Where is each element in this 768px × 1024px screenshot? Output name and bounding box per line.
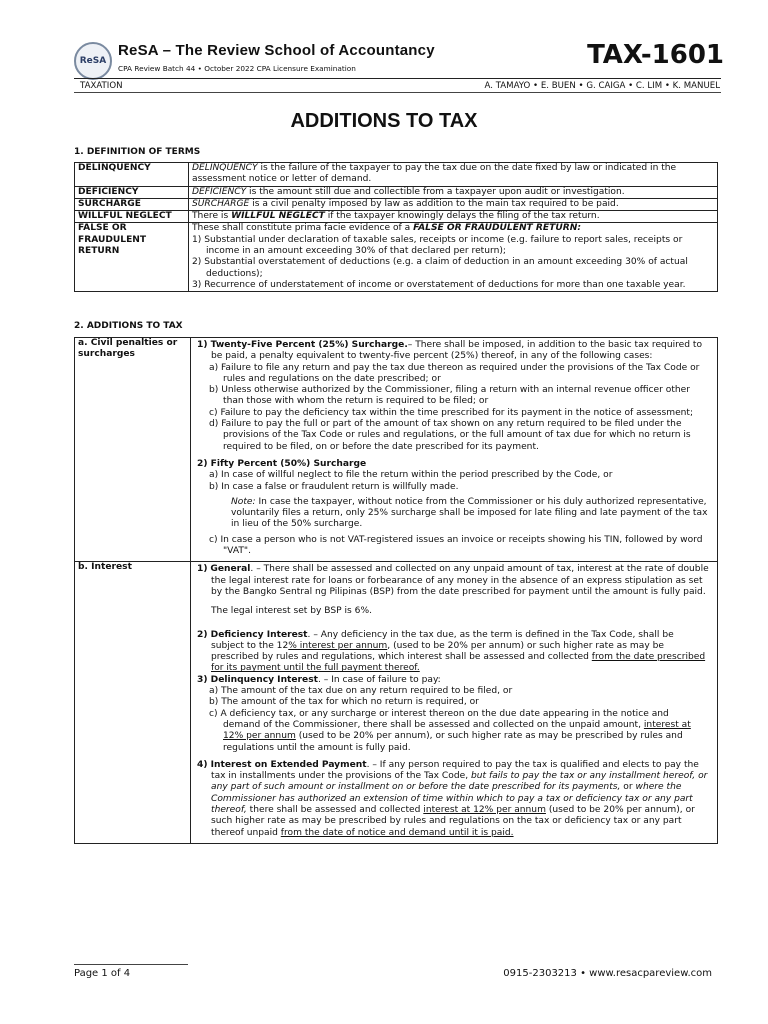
list-item: c) Failure to pay the deficiency tax within the time prescribed for its payment in the notice of assessment;	[209, 407, 694, 418]
definition-cell: There is WILLFUL NEGLECT if the taxpayer knowingly delays the filing of the tax return.	[189, 211, 718, 223]
content-cell: 1) Twenty-Five Percent (25%) Surcharge.– There shall be imposed, in addition to the basic tax required to be paid, a penalty equivalent to twenty-five percent (25%) thereof, in any of the following cases: a) Failure to file any return and pay the tax due thereon as required under the provisions of the Tax Code or rules and regulations on the date prescribed; or b) Unless otherwise authorized by the Commissioner, filing a return with an internal revenue officer other than those with whom the return is required to be filed; or c) Failure to pay the deficiency tax within the time prescribed for its payment in the notice of assessment; d) Failure to pay the full or part of the amount of tax shown on any return required to be filed under the provisions of the Tax Code or rules and regulations, or the full amount of tax due for which no return is required to be filed, on or before the date prescribed for its payment. 2) Fifty Percent (50%) Surcharge a) In case of willful neglect to file the return within the period prescribed by the Code, or b) In case a false or fraudulent return is willfully made. Note: In case the taxpayer, without notice from the Commissioner or his duly authorized representative, voluntarily files a return, only 25% surcharge shall be imposed for late filing and late payment of the tax in lieu of the 50% surcharge. c) In case a person who is not VAT-registered issues an invoice or receipts showing his TIN, followed by word "VAT".	[191, 338, 718, 562]
table-row	[75, 198, 718, 210]
document-code: TAX-1601	[587, 40, 724, 70]
legal-rate: The legal interest set by BSP is 6%.	[211, 606, 372, 617]
table-row	[75, 223, 718, 292]
content-cell: 1) General. – There shall be assessed and collected on any unpaid amount of tax, interest at the rate of double the legal interest rate for loans or forbearance of any money in the absence of an express stipulation as set by the Bangko Sentral ng Pilipinas (BSP) from the date prescribed for payment until the amount is fully paid. The legal interest set by BSP is 6%. 2) Deficiency Interest. – Any deficiency in the tax due, as the term is defined in the Tax Code, shall be subject to the 12% interest per annum, (used to be 20% per annum) or such higher rate as may be prescribed by rules and regulations, which interest shall be assessed and collected from the date prescribed for its payment until the full payment thereof. 3) Delinquency Interest. – In case of failure to pay: a) The amount of the tax due on any return required to be filed, or b) The amount of the tax for which no return is required, or c) A deficiency tax, or any surcharge or interest thereon on the due date appearing in the notice and demand of the Commissioner, there shall be assessed and collected on the unpaid amount, interest at 12% per annum (used to be 20% per annum), or such higher rate as may be prescribed by rules and regulations until the amount is fully paid. 4) Interest on Extended Payment. – If any person required to pay the tax is qualified and elects to pay the tax in installments under the provisions of the Tax Code, but fails to pay the tax or any installment hereof, or any part of such amount or installment on or before the date prescribed for its payments, or where the Commissioner has authorized an extension of time within which to pay a tax or deficiency tax or any part thereof, there shall be assessed and collected interest at 12% per annum (used to be 20% per annum), or such higher rate as may be prescribed by rules and regulations on the tax or deficiency tax or any part thereof unpaid from the date of notice and demand until it is paid.	[191, 562, 718, 844]
list-item: c) A deficiency tax, or any surcharge or interest thereon on the due date appearing in the notice and demand of the Commissioner, there shall be assessed and collected on the unpaid amount, interest at 12% per annum (used to be 20% per annum), or such higher rate as may be prescribed by rules and regulations until the amount is fully paid.	[209, 708, 691, 753]
list-item: 2) Substantial overstatement of deductions (e.g. a claim of deduction in an amount exceeding 30% of actual deductions);	[192, 257, 688, 279]
note: Note: In case the taxpayer, without notice from the Commissioner or his duly authorized representative, voluntarily files a return, only 25% surcharge shall be imposed for late filing and late payment of the tax in lieu of the 50% surcharge.	[231, 496, 708, 530]
table-row	[75, 163, 718, 187]
definition-cell: DEFICIENCY is the amount still due and collectible from a taxpayer upon audit or investigation.	[189, 186, 718, 198]
resa-logo-icon: ReSA	[74, 42, 112, 80]
header-rule-bottom	[74, 92, 721, 93]
definitions-table	[74, 162, 718, 292]
definition-cell: DELINQUENCY is the failure of the taxpayer to pay the tax due on the date fixed by law or indicated in the assessment notice or letter of demand.	[189, 163, 718, 187]
batch-info: CPA Review Batch 44 • October 2022 CPA Licensure Examination	[118, 64, 356, 73]
footer-rule	[74, 964, 188, 965]
subject-label: TAXATION	[80, 81, 123, 91]
table-row	[75, 338, 718, 562]
header-rule	[74, 78, 721, 79]
category-cell: b. Interest	[75, 562, 191, 844]
additions-table	[74, 337, 718, 844]
category-cell: a. Civil penalties or surcharges	[75, 338, 191, 562]
subheading: 2) Fifty Percent (50%) Surcharge	[197, 458, 367, 469]
page-title: ADDITIONS TO TAX	[290, 110, 478, 132]
term-cell: DEFICIENCY	[75, 186, 189, 198]
list-item: b) Unless otherwise authorized by the Commissioner, filing a return with an internal revenue officer other than those with whom the return is required to be filed; or	[209, 385, 691, 407]
list-item: 3) Recurrence of understatement of income or overstatement of deductions for more than one taxable year.	[192, 279, 686, 290]
definition-cell: SURCHARGE is a civil penalty imposed by law as addition to the main tax required to be paid.	[189, 198, 718, 210]
term-cell: WILLFUL NEGLECT	[75, 211, 189, 223]
section-heading-additions: 2. ADDITIONS TO TAX	[74, 321, 183, 331]
table-row	[75, 562, 718, 844]
page-number: Page 1 of 4	[74, 968, 131, 979]
table-row	[75, 186, 718, 198]
list-item: b) In case a false or fraudulent return is willfully made.	[209, 481, 459, 492]
list-item: a) The amount of the tax due on any return required to be filed, or	[209, 686, 513, 697]
list-item: d) Failure to pay the full or part of the amount of tax shown on any return required to be filed under the provisions of the Tax Code or rules and regulations, or the full amount of tax due for which no return is required to be filed, on or before the date prescribed for its payment.	[209, 419, 691, 452]
contact-info: 0915-2303213 • www.resacpareview.com	[503, 968, 712, 979]
authors: A. TAMAYO • E. BUEN • G. CAIGA • C. LIM • K. MANUEL	[484, 81, 720, 91]
term-cell: DELINQUENCY	[75, 163, 189, 187]
list-item: c) In case a person who is not VAT-registered issues an invoice or receipts showing his TIN, followed by word "VAT".	[209, 534, 703, 557]
list-item: 1) Substantial under declaration of taxable sales, receipts or income (e.g. failure to report sales, receipts or income in an amount exceeding 30% of that declared per return);	[192, 234, 683, 257]
definition-cell: These shall constitute prima facie evidence of a FALSE OR FRAUDULENT RETURN: 1) Substantial under declaration of taxable sales, receipts or income (e.g. failure to report sales, receipts or income in an amount exceeding 30% of that declared per return); 2) Substantial overstatement of deductions (e.g. a claim of deduction in an amount exceeding 30% of actual deductions); 3) Recurrence of understatement of income or overstatement of deductions for more than one taxable year.	[189, 223, 718, 292]
section-heading-definitions: 1. DEFINITION OF TERMS	[74, 147, 201, 157]
term-cell: SURCHARGE	[75, 198, 189, 210]
list-item: a) In case of willful neglect to file the return within the period prescribed by the Code, or	[209, 470, 613, 481]
table-row	[75, 211, 718, 223]
list-item: a) Failure to file any return and pay the tax due thereon as required under the provisions of the Tax Code or rules and regulations on the date prescribed; or	[209, 362, 700, 384]
school-name: ReSA – The Review School of Accountancy	[118, 42, 435, 59]
term-cell: FALSE OR FRAUDULENT RETURN	[75, 223, 189, 292]
list-item: b) The amount of the tax for which no return is required, or	[209, 697, 479, 708]
